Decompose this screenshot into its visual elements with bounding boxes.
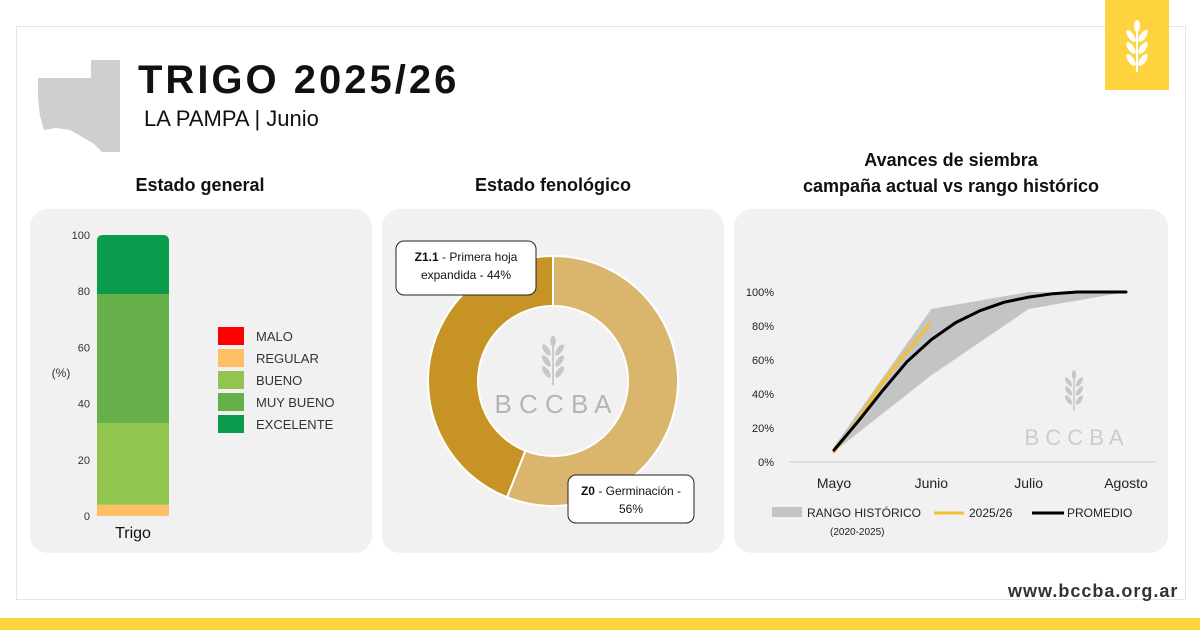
wheat-watermark-icon-grain: [550, 336, 556, 347]
y-tick-label: 0%: [758, 457, 774, 469]
y-tick-label: 80%: [751, 321, 774, 333]
y-tick-label: 100: [71, 230, 90, 242]
avance-siembra-chart: [734, 209, 1168, 553]
avance-siembra-panel: [734, 209, 1168, 553]
legend-swatch: [218, 349, 244, 367]
wheat-watermark-icon-stem: [552, 341, 554, 385]
legend-label: 2025/26: [969, 506, 1013, 520]
estado-general-title: Estado general: [135, 175, 265, 195]
y-tick-label: 80: [77, 286, 90, 299]
legend-swatch: [218, 393, 244, 411]
legend-label: MUY BUENO: [256, 395, 335, 410]
x-tick-label: Agosto: [1104, 475, 1148, 491]
legend-label: MALO: [256, 329, 293, 344]
estado-general-chart: [30, 209, 372, 553]
wheat-watermark-icon-grain: [1064, 376, 1074, 387]
estado-general-panel: [30, 209, 372, 553]
legend-label: BUENO: [256, 373, 303, 388]
estado-fenologico-title: Estado fenológico: [474, 175, 631, 195]
bottom-bar: [0, 618, 1200, 630]
estado-fenologico-panel: [382, 209, 724, 553]
x-category-label: Trigo: [115, 525, 151, 542]
wheat-watermark-icon-grain: [1074, 394, 1084, 405]
legend-swatch: [218, 415, 244, 433]
y-tick-label: 40: [77, 398, 90, 411]
wheat-watermark-icon-stem: [1073, 375, 1074, 411]
province-map: [36, 58, 122, 154]
x-tick-label: Mayo: [816, 475, 852, 491]
bar-segment: [97, 294, 169, 423]
y-tick-label: 40%: [751, 389, 774, 401]
y-tick-label: 0: [83, 511, 90, 523]
bar-segment: [97, 235, 169, 294]
legend-label: RANGO HISTÓRICO: [807, 506, 922, 520]
wheat-icon: [1105, 0, 1169, 90]
watermark-text: B C C B A: [1024, 425, 1124, 450]
slice-label: Z1.1 - Primera hoja expandida - 44%: [414, 250, 518, 282]
wheat-watermark-icon-grain: [1074, 376, 1084, 387]
avance-siembra-title: Avances de siembra: [864, 150, 1038, 170]
page-subtitle: LA PAMPA | Junio: [144, 106, 319, 131]
wheat-watermark-icon-grain: [1072, 370, 1077, 379]
y-tick-label: 60: [77, 342, 90, 355]
x-tick-label: Junio: [914, 475, 949, 491]
brand-logo: [1105, 0, 1169, 90]
website-link[interactable]: www.bccba.org.ar: [1008, 581, 1179, 601]
page-title: TRIGO 2025/26: [138, 58, 460, 102]
legend-swatch: [772, 507, 802, 517]
bar-segment: [97, 423, 169, 504]
wheat-watermark-icon-grain: [1064, 394, 1074, 405]
y-tick-label: 100%: [745, 287, 774, 299]
legend-label: EXCELENTE: [256, 417, 334, 432]
legend-note: (2020-2025): [830, 527, 885, 538]
y-tick-label: 60%: [751, 355, 774, 367]
y-tick-label: 20: [77, 454, 90, 467]
legend-swatch: [218, 327, 244, 345]
x-tick-label: Julio: [1014, 475, 1044, 491]
wheat-watermark-icon: [1064, 370, 1085, 411]
slice-label: Z0 - Germinación -56%: [580, 484, 682, 516]
y-tick-label: 20%: [751, 423, 774, 435]
legend-label: PROMEDIO: [1067, 506, 1133, 520]
legend-label: REGULAR: [256, 351, 319, 366]
y-axis-label: (%): [51, 366, 71, 380]
legend-swatch: [218, 371, 244, 389]
wheat-watermark-icon-grain: [1074, 385, 1084, 396]
avance-siembra-subtitle: campaña actual vs rango histórico: [802, 176, 1100, 196]
bar-segment: [97, 505, 169, 516]
estado-fenologico-chart: [382, 209, 724, 553]
watermark-text: B C C B A: [494, 389, 612, 419]
wheat-watermark-icon-grain: [1064, 385, 1074, 396]
